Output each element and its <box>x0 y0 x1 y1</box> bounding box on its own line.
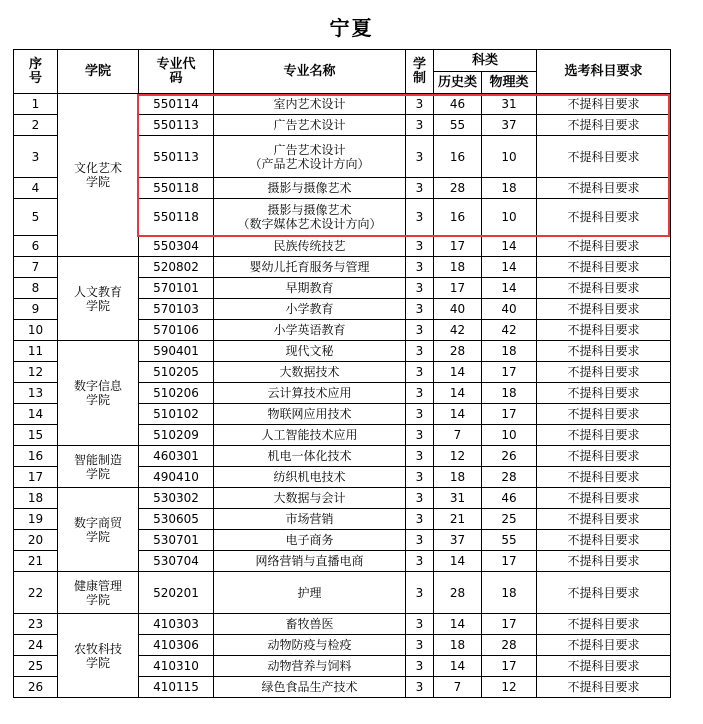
subject-requirement: 不提科目要求 <box>537 572 671 614</box>
major-code: 510205 <box>139 362 214 383</box>
major-table <box>13 49 671 698</box>
duration: 3 <box>406 341 434 362</box>
table-row <box>14 614 671 635</box>
table-row <box>14 446 671 467</box>
header-code: 专业代 码 <box>139 50 214 94</box>
header-duration: 学 制 <box>406 50 434 94</box>
subject-requirement: 不提科目要求 <box>537 425 671 446</box>
duration: 3 <box>406 178 434 199</box>
header-college: 学院 <box>58 50 139 94</box>
history-count: 42 <box>434 320 482 341</box>
history-count: 16 <box>434 199 482 236</box>
major-code: 590401 <box>139 341 214 362</box>
row-seq: 21 <box>14 551 58 572</box>
college-name <box>58 257 139 341</box>
history-count: 18 <box>434 467 482 488</box>
subject-requirement: 不提科目要求 <box>537 635 671 656</box>
physics-count: 55 <box>482 530 537 551</box>
major-name-line: 电子商务 <box>285 533 334 547</box>
history-count: 31 <box>434 488 482 509</box>
history-count: 46 <box>434 94 482 115</box>
major-name <box>214 278 406 299</box>
major-name-line: 婴幼儿托育服务与管理 <box>249 260 370 274</box>
row-seq: 11 <box>14 341 58 362</box>
college-name-line: 学院 <box>85 655 110 670</box>
physics-count: 10 <box>482 199 537 236</box>
major-code: 490410 <box>139 467 214 488</box>
duration: 3 <box>406 115 434 136</box>
subject-requirement: 不提科目要求 <box>537 446 671 467</box>
history-count: 28 <box>434 572 482 614</box>
history-count: 14 <box>434 551 482 572</box>
header-category: 科类 <box>434 50 537 72</box>
major-name-line: 小学英语教育 <box>273 323 346 337</box>
table-row <box>14 572 671 614</box>
row-seq: 10 <box>14 320 58 341</box>
physics-count: 18 <box>482 178 537 199</box>
row-seq: 16 <box>14 446 58 467</box>
major-name-line: 室内艺术设计 <box>273 97 346 111</box>
major-code: 550114 <box>139 94 214 115</box>
duration: 3 <box>406 425 434 446</box>
major-name-line: 广告艺术设计 <box>273 142 346 157</box>
duration: 3 <box>406 572 434 614</box>
physics-count: 37 <box>482 115 537 136</box>
duration: 3 <box>406 299 434 320</box>
physics-count: 31 <box>482 94 537 115</box>
major-name-line: 现代文秘 <box>285 344 334 358</box>
physics-count: 42 <box>482 320 537 341</box>
subject-requirement: 不提科目要求 <box>537 467 671 488</box>
history-count: 17 <box>434 278 482 299</box>
college-name-line: 学院 <box>85 175 110 189</box>
college-name <box>58 446 139 488</box>
major-code: 550118 <box>139 178 214 199</box>
header-history: 历史类 <box>434 72 482 94</box>
college-name-line: 文化艺术 <box>73 161 122 175</box>
major-name <box>214 94 406 115</box>
table-body <box>14 94 671 698</box>
major-name <box>214 677 406 698</box>
row-seq: 5 <box>14 199 58 236</box>
row-seq: 17 <box>14 467 58 488</box>
physics-count: 18 <box>482 341 537 362</box>
major-name <box>214 551 406 572</box>
duration: 3 <box>406 530 434 551</box>
major-code: 550113 <box>139 136 214 178</box>
history-count: 28 <box>434 178 482 199</box>
college-name-line: 学院 <box>85 529 110 544</box>
header-requirement: 选考科目要求 <box>537 50 671 94</box>
major-name-line: 纺织机电技术 <box>273 470 346 484</box>
duration: 3 <box>406 320 434 341</box>
subject-requirement: 不提科目要求 <box>537 278 671 299</box>
subject-requirement: 不提科目要求 <box>537 94 671 115</box>
duration: 3 <box>406 236 434 257</box>
history-count: 7 <box>434 677 482 698</box>
college-name <box>58 572 139 614</box>
major-name <box>214 341 406 362</box>
major-name-line: 护理 <box>297 585 322 600</box>
major-name <box>214 178 406 199</box>
history-count: 14 <box>434 383 482 404</box>
row-seq: 23 <box>14 614 58 635</box>
college-name-line: 学院 <box>85 466 110 481</box>
physics-count: 17 <box>482 362 537 383</box>
history-count: 12 <box>434 446 482 467</box>
duration: 3 <box>406 257 434 278</box>
duration: 3 <box>406 446 434 467</box>
subject-requirement: 不提科目要求 <box>537 404 671 425</box>
major-name-line: 动物防疫与检疫 <box>267 638 352 652</box>
duration: 3 <box>406 136 434 178</box>
major-name-line: 小学教育 <box>285 302 334 316</box>
row-seq: 18 <box>14 488 58 509</box>
college-name <box>58 341 139 446</box>
duration: 3 <box>406 362 434 383</box>
physics-count: 17 <box>482 551 537 572</box>
subject-requirement: 不提科目要求 <box>537 199 671 236</box>
major-name-line: （产品艺术设计方向） <box>249 156 370 171</box>
history-count: 14 <box>434 362 482 383</box>
college-name-line: 人文教育 <box>73 284 122 299</box>
college-name-line: 学院 <box>85 298 110 313</box>
subject-requirement: 不提科目要求 <box>537 530 671 551</box>
major-name-line: 广告艺术设计 <box>273 118 346 132</box>
row-seq: 20 <box>14 530 58 551</box>
major-name-line: 大数据技术 <box>279 365 340 379</box>
row-seq: 24 <box>14 635 58 656</box>
duration: 3 <box>406 278 434 299</box>
physics-count: 12 <box>482 677 537 698</box>
major-name-line: 绿色食品生产技术 <box>261 680 358 694</box>
subject-requirement: 不提科目要求 <box>537 677 671 698</box>
history-count: 21 <box>434 509 482 530</box>
duration: 3 <box>406 467 434 488</box>
history-count: 14 <box>434 656 482 677</box>
subject-requirement: 不提科目要求 <box>537 551 671 572</box>
major-name <box>214 383 406 404</box>
row-seq: 3 <box>14 136 58 178</box>
physics-count: 17 <box>482 404 537 425</box>
college-name-line: 学院 <box>85 592 110 607</box>
physics-count: 10 <box>482 425 537 446</box>
college-name-line: 健康管理 <box>73 578 122 593</box>
history-count: 55 <box>434 115 482 136</box>
subject-requirement: 不提科目要求 <box>537 136 671 178</box>
major-code: 550113 <box>139 115 214 136</box>
physics-count: 18 <box>482 572 537 614</box>
row-seq: 14 <box>14 404 58 425</box>
major-name <box>214 236 406 257</box>
row-seq: 25 <box>14 656 58 677</box>
major-name <box>214 572 406 614</box>
duration: 3 <box>406 656 434 677</box>
row-seq: 2 <box>14 115 58 136</box>
physics-count: 28 <box>482 635 537 656</box>
subject-requirement: 不提科目要求 <box>537 509 671 530</box>
college-name <box>58 614 139 698</box>
history-count: 16 <box>434 136 482 178</box>
major-code: 410310 <box>139 656 214 677</box>
history-count: 18 <box>434 635 482 656</box>
physics-count: 26 <box>482 446 537 467</box>
duration: 3 <box>406 94 434 115</box>
subject-requirement: 不提科目要求 <box>537 115 671 136</box>
major-name <box>214 299 406 320</box>
subject-requirement: 不提科目要求 <box>537 236 671 257</box>
duration: 3 <box>406 199 434 236</box>
major-code: 520802 <box>139 257 214 278</box>
major-name-line: 民族传统技艺 <box>273 239 346 253</box>
physics-count: 46 <box>482 488 537 509</box>
major-name-line: 早期教育 <box>285 281 334 295</box>
college-name-line: 智能制造 <box>73 452 122 467</box>
row-seq: 8 <box>14 278 58 299</box>
major-code: 570106 <box>139 320 214 341</box>
header-seq: 序 号 <box>14 50 58 94</box>
history-count: 7 <box>434 425 482 446</box>
major-name-line: 云计算技术应用 <box>267 386 352 400</box>
major-code: 520201 <box>139 572 214 614</box>
history-count: 14 <box>434 404 482 425</box>
college-name <box>58 488 139 572</box>
history-count: 18 <box>434 257 482 278</box>
subject-requirement: 不提科目要求 <box>537 257 671 278</box>
physics-count: 17 <box>482 656 537 677</box>
major-name <box>214 320 406 341</box>
row-seq: 22 <box>14 572 58 614</box>
major-name <box>214 446 406 467</box>
duration: 3 <box>406 551 434 572</box>
physics-count: 10 <box>482 136 537 178</box>
table-row <box>14 488 671 509</box>
major-name <box>214 362 406 383</box>
table-row <box>14 341 671 362</box>
duration: 3 <box>406 677 434 698</box>
college-name-line: 学院 <box>85 393 110 407</box>
major-code: 530605 <box>139 509 214 530</box>
subject-requirement: 不提科目要求 <box>537 320 671 341</box>
physics-count: 14 <box>482 278 537 299</box>
history-count: 40 <box>434 299 482 320</box>
major-code: 550118 <box>139 199 214 236</box>
subject-requirement: 不提科目要求 <box>537 656 671 677</box>
subject-requirement: 不提科目要求 <box>537 383 671 404</box>
physics-count: 28 <box>482 467 537 488</box>
major-code: 410303 <box>139 614 214 635</box>
major-name <box>214 635 406 656</box>
subject-requirement: 不提科目要求 <box>537 614 671 635</box>
duration: 3 <box>406 404 434 425</box>
major-name <box>214 257 406 278</box>
major-name <box>214 530 406 551</box>
duration: 3 <box>406 635 434 656</box>
row-seq: 4 <box>14 178 58 199</box>
row-seq: 7 <box>14 257 58 278</box>
row-seq: 6 <box>14 236 58 257</box>
duration: 3 <box>406 383 434 404</box>
subject-requirement: 不提科目要求 <box>537 178 671 199</box>
major-name <box>214 136 406 178</box>
row-seq: 13 <box>14 383 58 404</box>
row-seq: 19 <box>14 509 58 530</box>
subject-requirement: 不提科目要求 <box>537 341 671 362</box>
physics-count: 25 <box>482 509 537 530</box>
major-name <box>214 199 406 236</box>
major-name-line: （数字媒体艺术设计方向） <box>237 217 382 231</box>
subject-requirement: 不提科目要求 <box>537 299 671 320</box>
table-row <box>14 94 671 115</box>
major-code: 410306 <box>139 635 214 656</box>
major-name <box>214 509 406 530</box>
row-seq: 15 <box>14 425 58 446</box>
major-name-line: 网络营销与直播电商 <box>255 554 364 568</box>
row-seq: 26 <box>14 677 58 698</box>
major-code: 570103 <box>139 299 214 320</box>
major-name-line: 摄影与摄像艺术 <box>267 181 352 195</box>
major-code: 510102 <box>139 404 214 425</box>
major-name-line: 人工智能技术应用 <box>261 428 358 442</box>
major-code: 410115 <box>139 677 214 698</box>
row-seq: 1 <box>14 94 58 115</box>
major-code: 510206 <box>139 383 214 404</box>
row-seq: 9 <box>14 299 58 320</box>
physics-count: 14 <box>482 257 537 278</box>
subject-requirement: 不提科目要求 <box>537 488 671 509</box>
major-code: 530704 <box>139 551 214 572</box>
physics-count: 17 <box>482 614 537 635</box>
header-physics: 物理类 <box>482 72 537 94</box>
history-count: 37 <box>434 530 482 551</box>
major-code: 460301 <box>139 446 214 467</box>
major-name-line: 畜牧兽医 <box>285 617 334 631</box>
college-name <box>58 94 139 257</box>
major-name-line: 摄影与摄像艺术 <box>267 203 352 217</box>
history-count: 28 <box>434 341 482 362</box>
major-name-line: 动物营养与饲料 <box>267 659 352 673</box>
major-code: 550304 <box>139 236 214 257</box>
major-code: 530302 <box>139 488 214 509</box>
major-name-line: 物联网应用技术 <box>267 407 352 421</box>
duration: 3 <box>406 488 434 509</box>
history-count: 17 <box>434 236 482 257</box>
major-name-line: 大数据与会计 <box>273 491 346 505</box>
physics-count: 18 <box>482 383 537 404</box>
physics-count: 14 <box>482 236 537 257</box>
college-name-line: 农牧科技 <box>73 641 122 656</box>
physics-count: 40 <box>482 299 537 320</box>
major-name <box>214 614 406 635</box>
major-name <box>214 656 406 677</box>
major-name <box>214 404 406 425</box>
major-name <box>214 467 406 488</box>
subject-requirement: 不提科目要求 <box>537 362 671 383</box>
duration: 3 <box>406 614 434 635</box>
major-name <box>214 115 406 136</box>
major-code: 530701 <box>139 530 214 551</box>
major-name-line: 机电一体化技术 <box>267 449 352 463</box>
row-seq: 12 <box>14 362 58 383</box>
major-name <box>214 425 406 446</box>
major-name-line: 市场营销 <box>285 512 334 526</box>
college-name-line: 数字商贸 <box>73 515 122 530</box>
major-code: 570101 <box>139 278 214 299</box>
major-code: 510209 <box>139 425 214 446</box>
college-name-line: 数字信息 <box>73 379 122 393</box>
header-major: 专业名称 <box>214 50 406 94</box>
history-count: 14 <box>434 614 482 635</box>
table-row <box>14 257 671 278</box>
duration: 3 <box>406 509 434 530</box>
major-name <box>214 488 406 509</box>
page-title: 宁夏 <box>329 16 374 40</box>
